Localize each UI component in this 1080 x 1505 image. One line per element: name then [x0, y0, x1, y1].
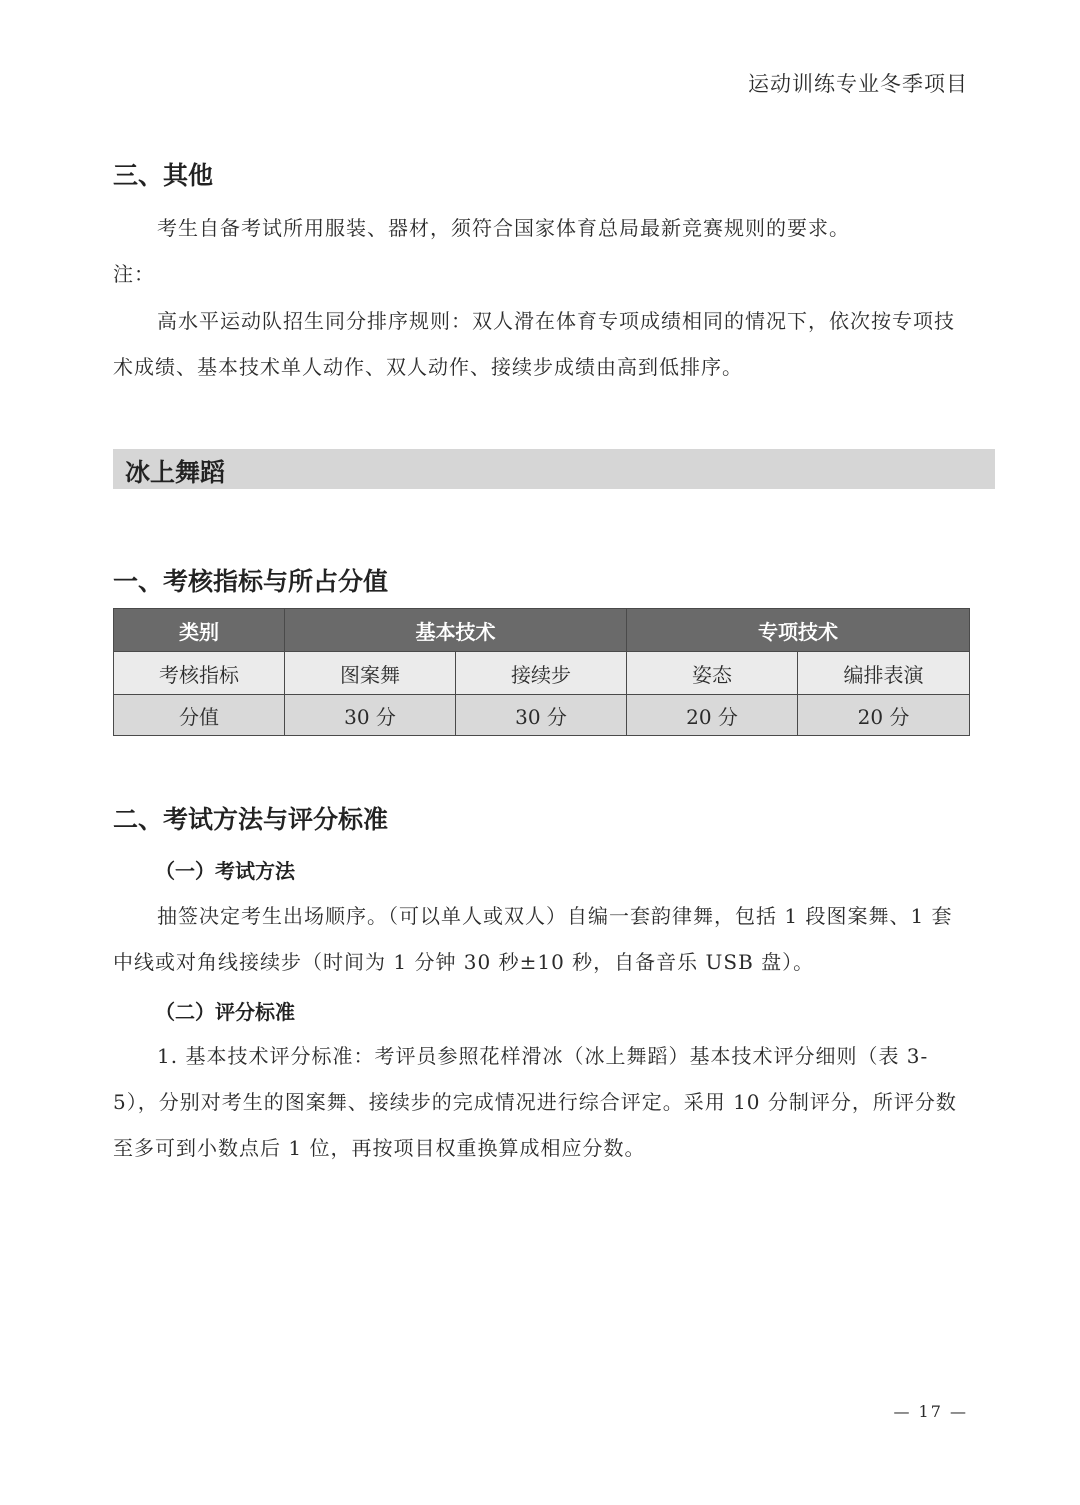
table-cell: 20 分	[627, 695, 798, 736]
event-title: 冰上舞蹈	[125, 458, 226, 487]
tie-break-rule-paragraph: 高水平运动队招生同分排序规则：双人滑在体育专项成绩相同的情况下，依次按专项技术成绩、基本技术单人动作、双人动作、接续步成绩由高到低排序。	[113, 309, 955, 379]
section-other-paragraph: 考生自备考试所用服装、器材，须符合国家体育总局最新竞赛规则的要求。	[157, 216, 850, 240]
table-header-cell: 基本技术	[285, 609, 627, 652]
table-header-row	[114, 609, 970, 652]
score-table	[113, 608, 970, 736]
table-cell: 30 分	[285, 695, 456, 736]
table-cell: 接续步	[456, 652, 627, 695]
scoring-criteria-paragraph: 1. 基本技术评分标准：考评员参照花样滑冰（冰上舞蹈）基本技术评分细则（表 3-5），分别对考生的图案舞、接续步的完成情况进行综合评定。采用 10 分制评分，所评分数至多可到小数点后 1 位，再按项目权重换算成相应分数。	[113, 1044, 957, 1160]
section2-heading: 二、考试方法与评分标准	[113, 805, 389, 834]
table-header-cell: 专项技术	[627, 609, 970, 652]
table-cell: 考核指标	[114, 652, 285, 695]
table-cell: 20 分	[798, 695, 970, 736]
table-cell: 图案舞	[285, 652, 456, 695]
table-cell: 分值	[114, 695, 285, 736]
table-row	[114, 695, 970, 736]
section1-heading: 一、考核指标与所占分值	[113, 567, 389, 596]
note-label: 注：	[113, 262, 155, 286]
table-row	[114, 652, 970, 695]
table-cell: 姿态	[627, 652, 798, 695]
table-header-cell: 类别	[114, 609, 285, 652]
table-cell: 30 分	[456, 695, 627, 736]
table-cell: 编排表演	[798, 652, 970, 695]
section-other-heading: 三、其他	[113, 161, 214, 190]
page-number: — 17 —	[893, 1402, 968, 1421]
subsection-scoring-criteria: （二）评分标准	[155, 1000, 295, 1024]
event-title-band	[113, 449, 995, 489]
subsection-exam-method: （一）考试方法	[155, 859, 295, 883]
exam-method-paragraph: 抽签决定考生出场顺序。（可以单人或双人）自编一套韵律舞，包括 1 段图案舞、1 套中线或对角线接续步（时间为 1 分钟 30 秒±10 秒，自备音乐 USB 盘）。	[113, 904, 953, 974]
running-header: 运动训练专业冬季项目	[748, 72, 968, 96]
